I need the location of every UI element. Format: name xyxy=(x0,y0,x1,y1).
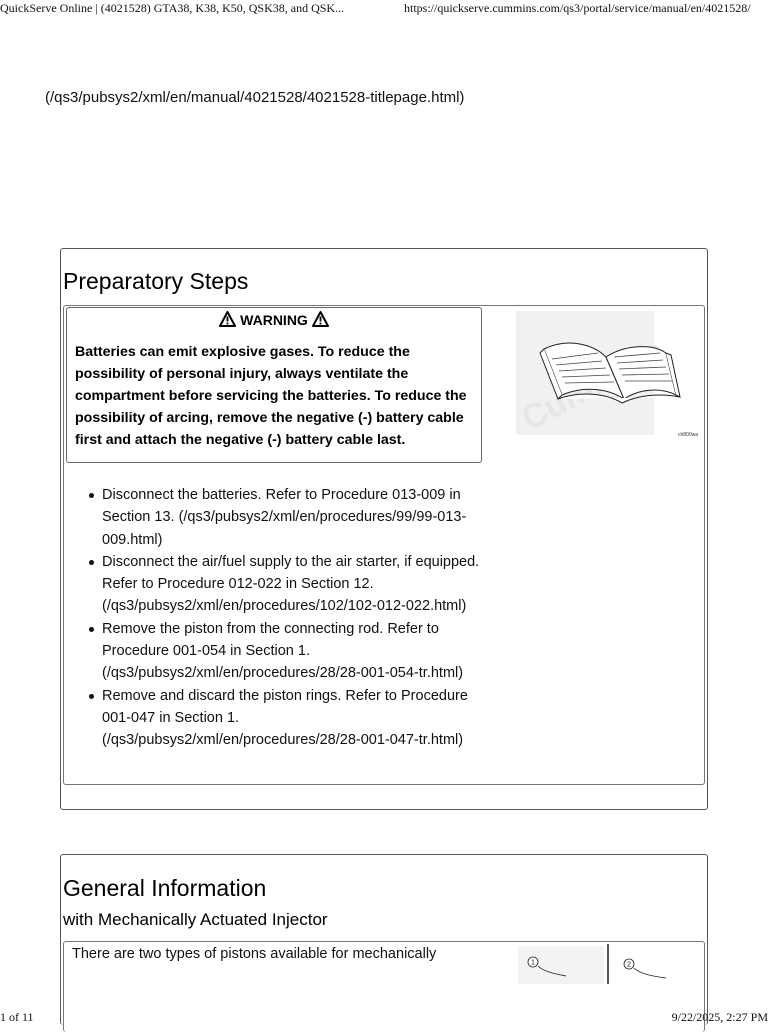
procedure-step-list xyxy=(86,484,486,752)
section-subtitle: with Mechanically Actuated Injector xyxy=(63,910,328,929)
section-title: Preparatory Steps xyxy=(63,268,249,294)
list-item: Disconnect the air/fuel supply to the air starter, if equipped. Refer to Procedure 012-022 in Section 12. (/qs3/pubsys2/xml/en/procedures/102/102-012-022.html) xyxy=(86,551,486,618)
print-header-url: https://quickserve.cummins.com/qs3/portal/service/manual/en/4021528/ xyxy=(404,1,751,15)
step-box xyxy=(63,305,705,785)
list-item: Remove the piston from the connecting rod. Refer to Procedure 001-054 in Section 1. (/qs3/pubsys2/xml/en/procedures/28/28-001-054-tr.html) xyxy=(86,618,486,685)
page-number: 1 of 11 xyxy=(0,1010,34,1024)
preparatory-steps-section xyxy=(60,248,708,810)
warning-label: WARNING xyxy=(240,312,308,328)
figure-code: ch800wa xyxy=(678,432,699,438)
print-datetime: 9/22/2025, 2:27 PM xyxy=(671,1010,768,1024)
warning-triangle-icon xyxy=(219,311,236,327)
callout-2: 2 xyxy=(627,961,631,969)
print-header-title: QuickServe Online | (4021528) GTA38, K38, K50, QSK38, and QSK... xyxy=(0,1,345,15)
general-information-section xyxy=(60,854,708,1025)
warning-box xyxy=(66,307,482,463)
service-manual-figure xyxy=(514,307,700,441)
list-item: Remove and discard the piston rings. Refer to Procedure 001-047 in Section 1. (/qs3/pubsys2/xml/en/procedures/28/28-001-047-tr.html) xyxy=(86,685,486,752)
list-item: Disconnect the batteries. Refer to Procedure 013-009 in Section 13. (/qs3/pubsys2/xml/en/procedures/99/99-013-009.html) xyxy=(86,484,486,551)
info-text: There are two types of pistons available for mechanically xyxy=(72,946,437,962)
titlepage-link[interactable]: (/qs3/pubsys2/xml/en/manual/4021528/4021528-titlepage.html) xyxy=(45,89,465,106)
piston-comparison-figure xyxy=(516,944,702,984)
print-header xyxy=(0,0,768,18)
warning-text: Batteries can emit explosive gases. To reduce the possibility of personal injury, always ventilate the compartment before servicing the batteries. To reduce the possibility of arcing, remove the negative (-) battery cable first and attach the negative (-) battery cable last. xyxy=(75,344,467,448)
warning-heading xyxy=(67,311,481,328)
section-title: General Information xyxy=(63,875,267,901)
print-footer xyxy=(0,1010,768,1024)
callout-1: 1 xyxy=(531,959,535,967)
warning-triangle-icon xyxy=(312,311,329,327)
